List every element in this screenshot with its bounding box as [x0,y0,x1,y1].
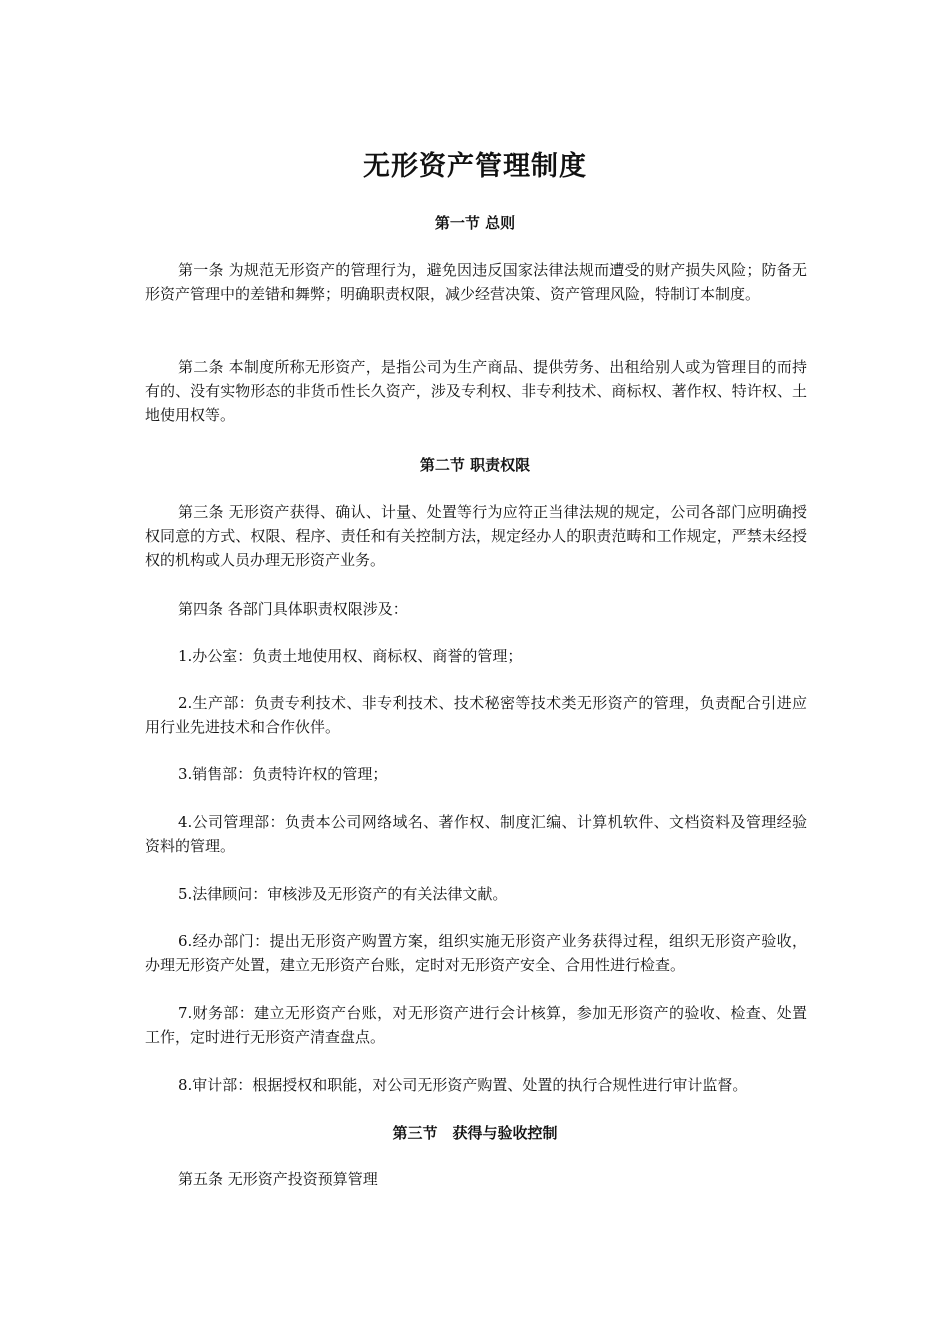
section-heading: 第一节 总则 [434,214,516,232]
document-title: 无形资产管理制度 [363,151,587,182]
section-heading: 第二节 职责权限 [419,456,531,474]
paragraph: 第四条 各部门具体职责权限涉及： [178,600,408,618]
paragraph: 第五条 无形资产投资预算管理 [178,1170,378,1188]
paragraph: 1.办公室：负责土地使用权、商标权、商誉的管理； [178,647,523,665]
paragraph: 第一条 为规范无形资产的管理行为，避免因违反国家法律法规而遭受的财产损失风险；防备无形资产管理中的差错和舞弊；明确职责权限，减少经营决策、资产管理风险，特制订本制度。 [145,261,807,303]
paragraph: 3.销售部：负责特许权的管理； [178,765,388,783]
section-heading: 第三节 获得与验收控制 [392,1124,558,1142]
paragraph: 第三条 无形资产获得、确认、计量、处置等行为应符正当律法规的规定，公司各部门应明确授权同意的方式、权限、程序、责任和有关控制方法，规定经办人的职责范畴和工作规定，严禁未经授权的机构或人员办理无形资产业务。 [145,503,807,569]
paragraph: 5.法律顾问：审核涉及无形资产的有关法律文献。 [178,885,508,903]
paragraph: 8.审计部：根据授权和职能，对公司无形资产购置、处置的执行合规性进行审计监督。 [178,1076,748,1094]
paragraph: 6.经办部门：提出无形资产购置方案，组织实施无形资产业务获得过程，组织无形资产验收，办理无形资产处置，建立无形资产台账，定时对无形资产安全、合用性进行检查。 [145,932,807,974]
paragraph: 4.公司管理部：负责本公司网络域名、著作权、制度汇编、计算机软件、文档资料及管理经验资料的管理。 [145,813,807,855]
paragraph: 2.生产部：负责专利技术、非专利技术、技术秘密等技术类无形资产的管理，负责配合引进应用行业先进技术和合作伙伴。 [145,694,807,736]
paragraph: 第二条 本制度所称无形资产，是指公司为生产商品、提供劳务、出租给别人或为管理目的而持有的、没有实物形态的非货币性长久资产，涉及专利权、非专利技术、商标权、著作权、特许权、土地使用权等。 [145,358,807,424]
paragraph: 7.财务部：建立无形资产台账，对无形资产进行会计核算，参加无形资产的验收、检查、处置工作，定时进行无形资产清查盘点。 [145,1004,807,1046]
